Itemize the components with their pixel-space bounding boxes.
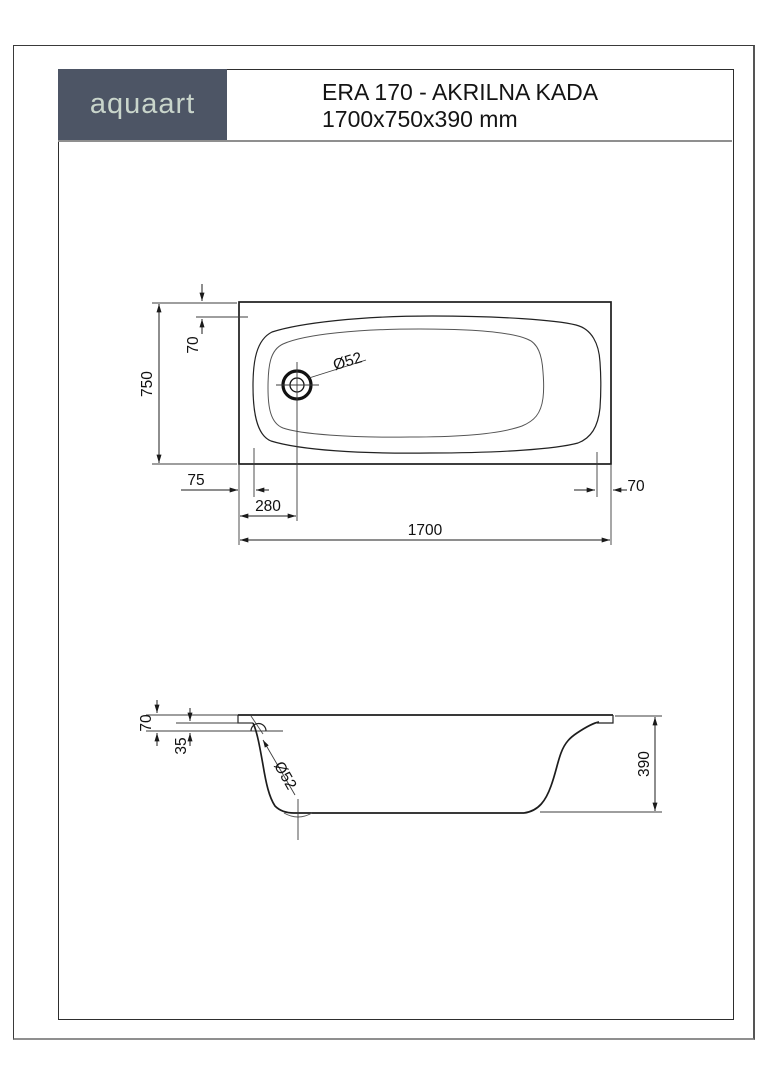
dim-label-depth: 750 [139,371,156,397]
dim-width-1700 [240,464,611,545]
dim-label-drain-diameter: Ø52 [331,349,365,375]
dim-rim-right-70 [574,452,645,497]
drawing-title: ERA 170 - AKRILNA KADA [322,79,599,105]
dim-rim-left-75 [181,448,269,497]
dim-depth-750 [139,303,237,464]
dim-label-rim-top: 70 [185,336,202,354]
tub-right-wall [524,722,599,813]
dim-label-rim-thickness: 35 [173,737,190,755]
dim-label-rim-left: 75 [187,472,205,489]
dim-drain-offset-280 [239,464,296,545]
dim-label-drain-depth: 70 [138,714,155,732]
dim-drain-depth-70 [138,700,157,746]
right-rim-tab [597,715,613,723]
section-view [138,700,662,840]
dim-label-drain-diameter-section: Ø52 [270,758,300,793]
dim-label-drain-offset: 280 [255,498,281,515]
plan-view [139,284,645,545]
dim-label-height: 390 [636,751,653,777]
drain-symbol [276,362,319,521]
drawing-subtitle: 1700x750x390 mm [322,106,518,132]
dim-label-rim-right: 70 [627,478,645,495]
brand-logo: aquaart [89,88,196,120]
dim-label-width: 1700 [407,522,443,539]
